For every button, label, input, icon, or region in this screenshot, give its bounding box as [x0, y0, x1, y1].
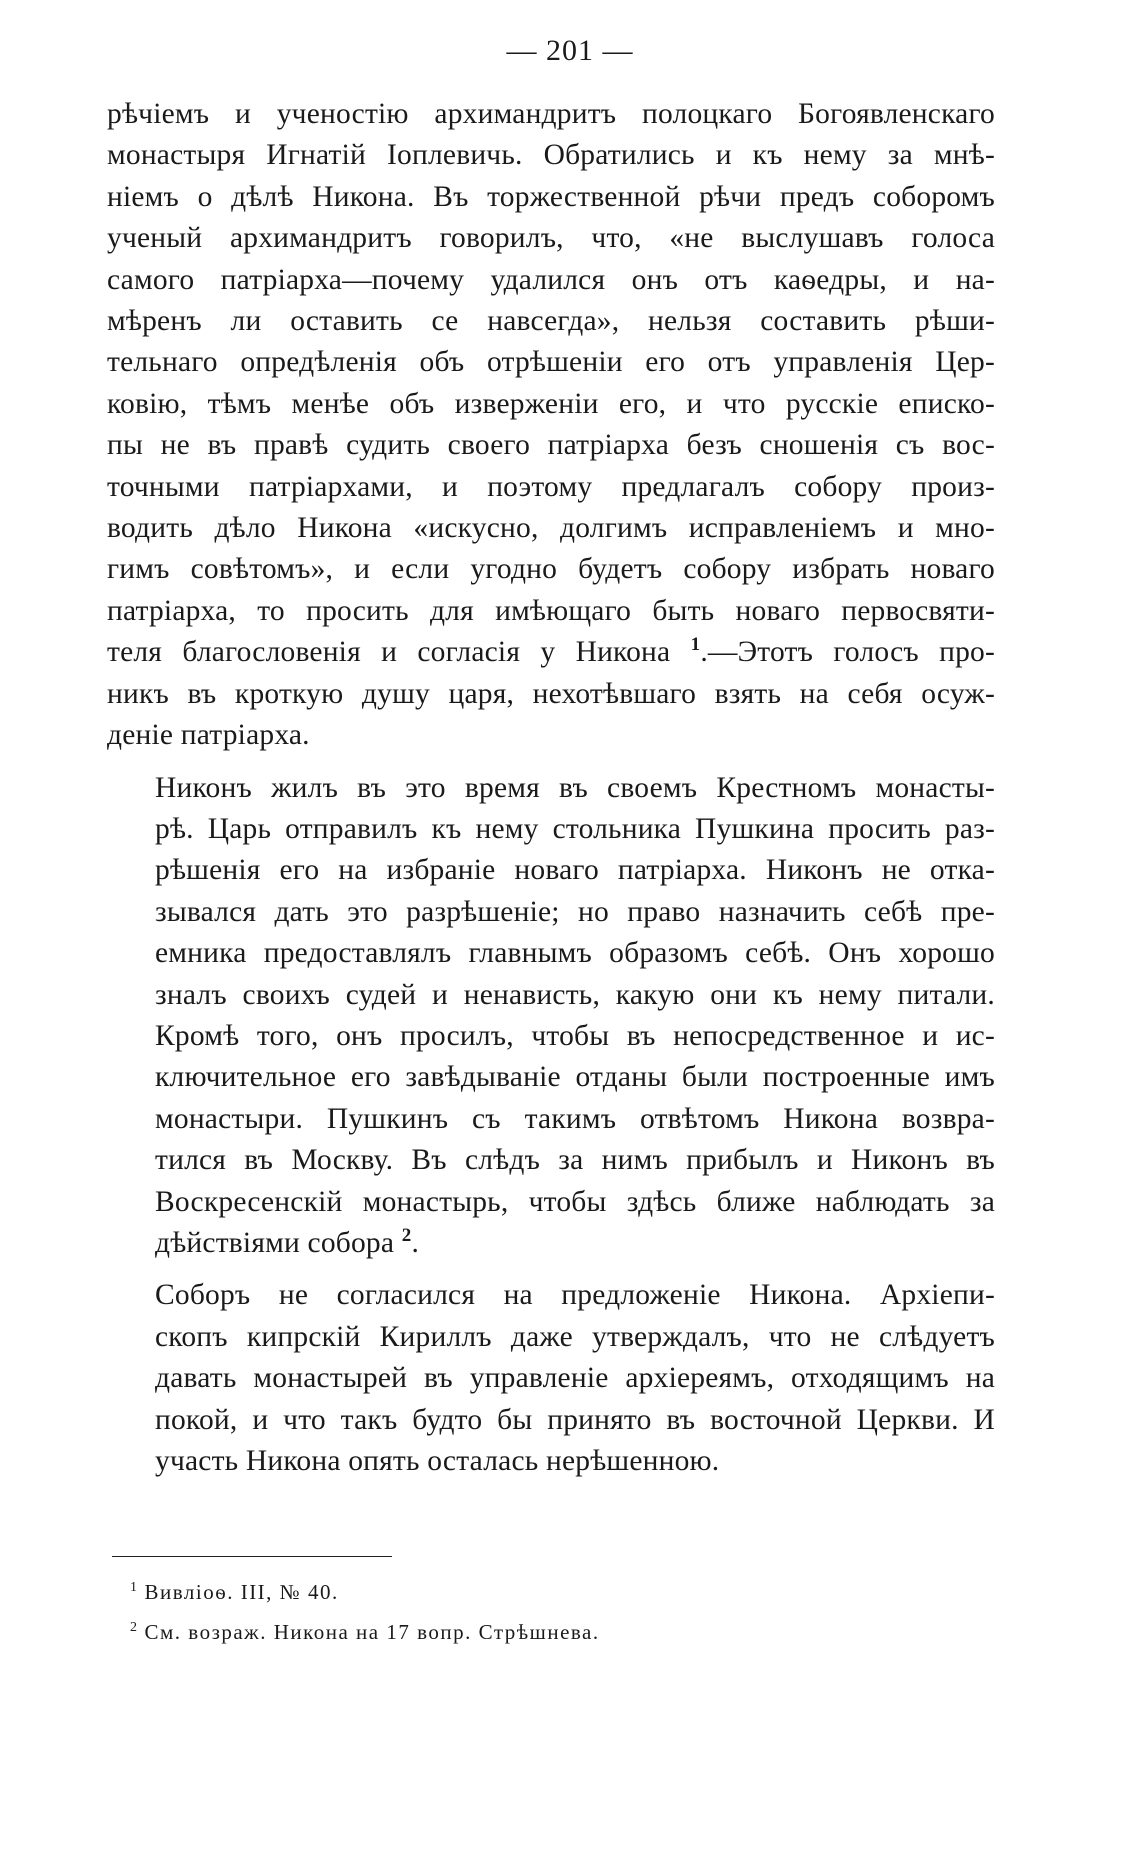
page-number: — 201 — — [506, 34, 634, 67]
footnotes — [130, 1572, 980, 1652]
text-line: Воскресенскій монастырь, чтобы здѣсь ближе наблюдать за — [155, 1185, 995, 1218]
text-line: Соборъ не согласился на предложеніе Никона. Архіепи- — [155, 1279, 995, 1312]
body-text — [107, 94, 995, 1482]
footnote-ref-1[interactable]: 1 — [690, 634, 701, 656]
text-line: тился въ Москву. Въ слѣдъ за нимъ прибылъ и Никонъ въ — [155, 1144, 995, 1177]
text-line: никъ въ кроткую душу царя, нехотѣвшаго взять на себя осуж- — [107, 677, 995, 710]
text-line: емника предоставлялъ главнымъ образомъ себѣ. Онъ хорошо — [155, 937, 995, 970]
text-line: тельнаго опредѣленія объ отрѣшеніи его отъ управленія Цер- — [107, 346, 995, 379]
text-line: ученый архимандритъ говорилъ, что, «не выслушавъ голоса — [107, 222, 995, 255]
text-line: мѣренъ ли оставить се навсегда», нельзя составить рѣши- — [107, 305, 995, 338]
text-segment: . — [411, 1226, 420, 1259]
text-line: пы не въ правѣ судить своего патріарха безъ сношенія съ вос- — [107, 429, 995, 462]
footnote-text: См. возраж. Никона на 17 вопр. Стрѣшнева. — [144, 1620, 600, 1644]
text-line: деніе патріарха. — [107, 719, 310, 752]
text-line: рѣшенія его на избраніе новаго патріарха. Никонъ не отка- — [155, 854, 995, 887]
text-line: рѣчіемъ и ученостію архимандритъ полоцкаго Богоявленскаго — [107, 98, 995, 130]
text-line: давать монастырей въ управленіе архіереямъ, отходящимъ на — [155, 1362, 995, 1395]
text-line: участь Никона опять осталась нерѣшенною. — [155, 1445, 720, 1477]
text-line: гимъ совѣтомъ», и если угодно будетъ собору избрать новаго — [107, 553, 995, 586]
footnote-1 — [130, 1572, 980, 1612]
text-line: патріарха, то просить для имѣющаго быть новаго первосвяти- — [107, 594, 995, 627]
text-segment: .—Этотъ голосъ про- — [700, 636, 995, 669]
text-line: Никонъ жилъ въ это время въ своемъ Крестномъ монасты- — [155, 771, 995, 804]
text-line: монастыри. Пушкинъ съ такимъ отвѣтомъ Никона возвра- — [155, 1102, 995, 1135]
text-line-with-footnote-ref — [107, 1223, 995, 1264]
text-line: скопъ кипрскій Кириллъ даже утверждалъ, что не слѣдуетъ — [155, 1320, 995, 1353]
text-line: ковію, тѣмъ менѣе объ изверженіи его, и что русскіе еписко- — [107, 387, 995, 420]
text-segment: теля благословенія и согласія у Никона — [107, 636, 671, 669]
text-line: рѣ. Царь отправилъ къ нему стольника Пушкина просить раз- — [155, 812, 995, 845]
footnote-2 — [130, 1612, 980, 1652]
footnote-divider — [112, 1556, 392, 1557]
text-line: водить дѣло Никона «искусно, долгимъ исправленіемъ и мно- — [107, 512, 995, 545]
text-line: покой, и что такъ будто бы принято въ восточной Церкви. И — [155, 1403, 995, 1436]
text-segment: дѣйствіями собора — [155, 1226, 395, 1259]
text-line: самого патріарха—почему удалился онъ отъ каѳедры, и на- — [107, 263, 995, 296]
text-line: ніемъ о дѣлѣ Никона. Въ торжественной рѣчи предъ соборомъ — [107, 180, 995, 213]
footnote-ref-2[interactable]: 2 — [401, 1225, 412, 1247]
text-line: монастыря Игнатій Іоплевичь. Обратились и къ нему за мнѣ- — [107, 139, 995, 172]
footnote-mark: 1 — [130, 1580, 139, 1595]
text-line: зналъ своихъ судей и ненависть, какую они къ нему питали. — [155, 978, 995, 1011]
paragraph-3 — [107, 1275, 995, 1482]
paragraph-2 — [107, 768, 995, 1265]
text-line: зывался дать это разрѣшеніе; но право назначить себѣ пре- — [155, 895, 995, 928]
text-line: Кромѣ того, онъ просилъ, чтобы въ непосредственное и ис- — [155, 1019, 995, 1052]
text-line: точными патріархами, и поэтому предлагалъ собору произ- — [107, 470, 995, 503]
text-line-with-footnote-ref — [107, 632, 995, 673]
footnote-mark: 2 — [130, 1620, 139, 1635]
paragraph-1 — [107, 94, 995, 757]
footnote-text: Вивліоѳ. III, № 40. — [144, 1580, 339, 1604]
text-line: ключительное его завѣдываніе отданы были построенные имъ — [155, 1061, 995, 1094]
